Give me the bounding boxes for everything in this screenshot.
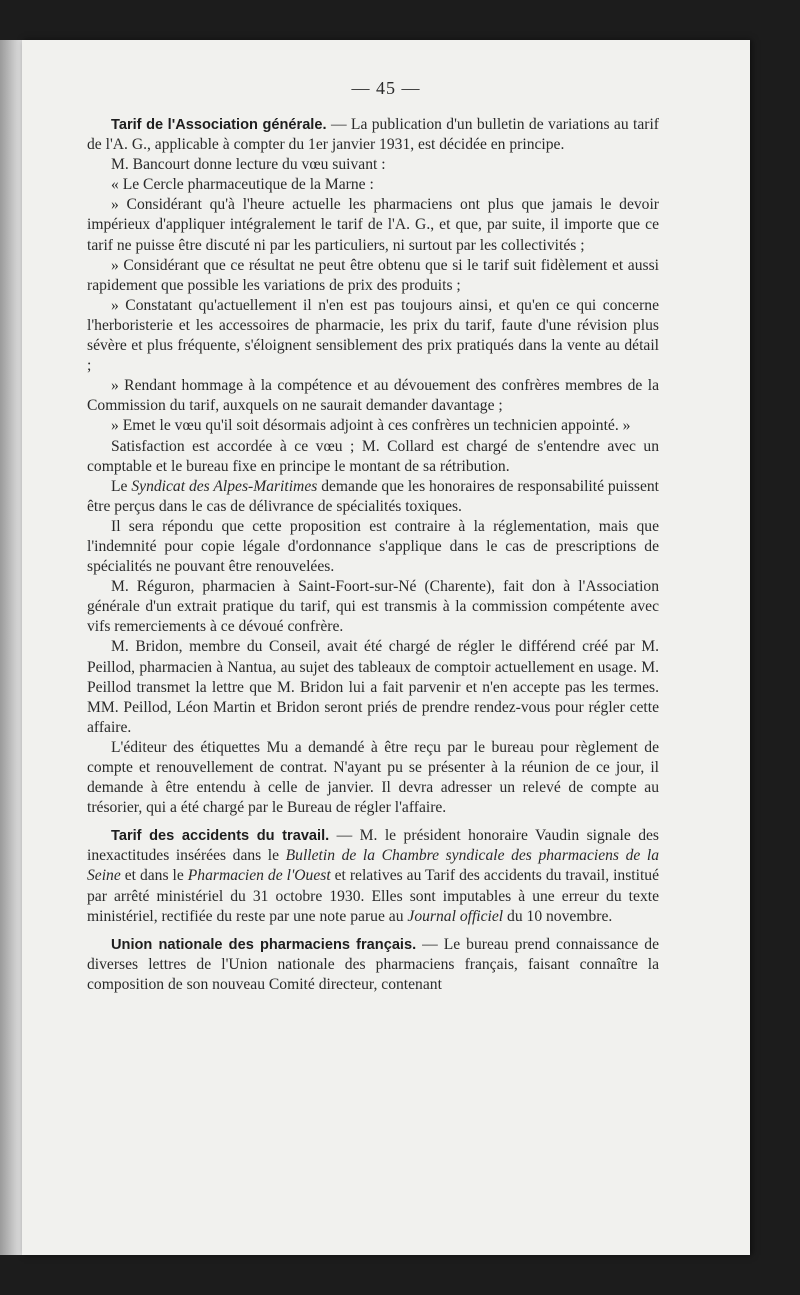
- page-number: — 45 —: [351, 78, 421, 98]
- section-heading-tarif-accidents: Tarif des accidents du travail.: [111, 828, 330, 845]
- paragraph: M. Bridon, membre du Conseil, avait été chargé de régler le différend créé par M. Peillod, pharmacien à Nantua, au sujet des tableaux de comptoir actuellement en usage. M. Peillod transmet la lettre que M. Bridon lui a fait parvenir et n'en accepte pas les termes. MM. Peillod, Léon Martin et Bridon seront priés de prendre rendez-vous pour régler cette affaire.: [87, 638, 659, 736]
- paragraph: Satisfaction est accordée à ce vœu ; M. Collard est chargé de s'entendre avec un comptable et le bureau fixe en principe le montant de sa rétribution.: [87, 437, 659, 475]
- paragraph: » Emet le vœu qu'il soit désormais adjoint à ces confrères un technicien appointé. »: [111, 417, 631, 435]
- paragraph-tarif-accidents: Tarif des accidents du travail. — M. le président honoraire Vaudin signale des inexactitudes insérées dans le Bulletin de la Chambre syndicale des pharmaciens de la Seine et dans le Pharmacien de l'Ouest et relatives au Tarif des accidents du travail, institué par arrêté ministériel du 31 octobre 1930. Elles sont imputables à une erreur du texte ministériel, rectifiée du reste par une note parue au Journal officiel du 10 novembre.: [87, 827, 659, 925]
- section-heading-tarif-ag: Tarif de l'Association générale.: [111, 117, 327, 133]
- document-page: [22, 40, 750, 1255]
- paragraph: Le Syndicat des Alpes-Maritimes demande que les honoraires de responsabilité puissent être perçus dans le cas de délivrance de spécialités toxiques.: [87, 477, 660, 515]
- paragraph: « Le Cercle pharmaceutique de la Marne :: [111, 176, 374, 194]
- paragraph-union-nationale: Union nationale des pharmaciens français. — Le bureau prend connaissance de diverses lettres de l'Union nationale des pharmaciens français, faisant connaître la composition de son nouveau Comité directeur, contenant: [87, 935, 660, 993]
- paragraph: M. Bancourt donne lecture du vœu suivant :: [111, 156, 386, 174]
- paragraph: » Considérant qu'à l'heure actuelle les pharmaciens ont plus que jamais le devoir impérieux d'appliquer intégralement le tarif de l'A. G., et que, par suite, il importe que ce tarif ne puisse être discuté ni par les particuliers, ni surtout par les collectivités ;: [87, 196, 659, 254]
- paragraph: Il sera répondu que cette proposition est contraire à la réglementation, mais que l'indemnité pour copie légale d'ordonnance s'applique dans le cas de prescriptions de spécialités ne pouvant être renouvelées.: [87, 517, 659, 576]
- paragraph: M. Réguron, pharmacien à Saint-Foort-sur-Né (Charente), fait don à l'Association générale d'un extrait pratique du tarif, qui est transmis à la commission compétente avec vifs remerciements à ce dévoué confrère.: [87, 578, 659, 636]
- paragraph: » Considérant que ce résultat ne peut être obtenu que si le tarif suit fidèlement et aussi rapidement que possible les variations de prix des produits ;: [87, 256, 659, 294]
- previous-page-edge: [0, 40, 24, 1255]
- body-text: [87, 115, 659, 995]
- paragraph: » Constatant qu'actuellement il n'en est pas toujours ainsi, et qu'en ce qui concerne l'herboristerie et les accessoires de pharmacie, les prix du tarif, faute d'une révision plus sévère et plus fréquente, s'éloignent sensiblement des prix pratiqués dans la vente au détail ;: [87, 296, 659, 375]
- paragraph: » Rendant hommage à la compétence et au dévouement des confrères membres de la Commission du tarif, auxquels on ne saurait demander davantage ;: [87, 377, 659, 415]
- paragraph-tarif-ag: Tarif de l'Association générale. — La publication d'un bulletin de variations au tarif de l'A. G., applicable à compter du 1er janvier 1931, est décidée en principe.: [87, 116, 660, 154]
- section-heading-union-nationale: Union nationale des pharmaciens français.: [111, 936, 417, 953]
- paragraph: L'éditeur des étiquettes Mu a demandé à être reçu par le bureau pour règlement de compte et renouvellement de contrat. N'ayant pu se présenter à la réunion de ce jour, il demande à être entendu à celle de janvier. Il devra adresser un relevé de compte au trésorier, qui a été chargé par le Bureau de régler l'affaire.: [87, 738, 659, 817]
